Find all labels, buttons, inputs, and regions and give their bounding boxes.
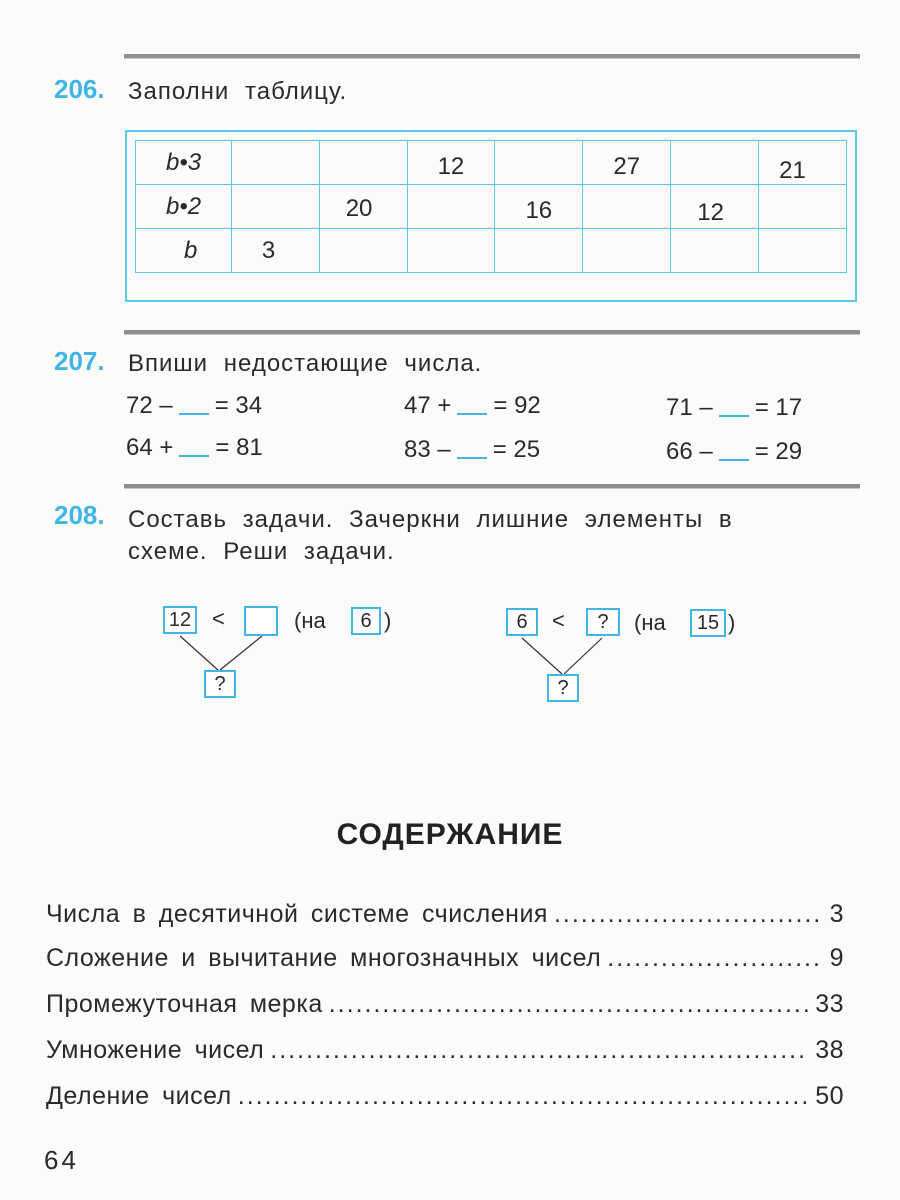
scheme-2-box-b[interactable]: ? [586, 608, 620, 636]
cell-value: 12 [697, 198, 724, 226]
scheme-2-sign: < [552, 608, 565, 633]
task-208-text-line2: схеме. Реши задачи. [128, 538, 395, 565]
task-206-text: Заполни таблицу. [128, 78, 348, 105]
scheme-2-box-diff: 15 [690, 609, 726, 637]
equation-left: 66 – [666, 438, 713, 465]
cell-value: 12 [437, 152, 465, 180]
scheme-2-result[interactable]: ? [547, 674, 579, 702]
equation-right: = 92 [493, 392, 541, 419]
toc-item[interactable] [46, 990, 844, 1019]
toc-leader-dots [607, 944, 823, 973]
scheme-1-box-a: 12 [163, 606, 197, 634]
toc-item-page: 9 [829, 944, 844, 972]
scheme-2-na: (на [634, 610, 666, 635]
scheme-1-box-diff: 6 [351, 607, 381, 635]
toc-leader-dots [554, 900, 824, 929]
contents-title: СОДЕРЖАНИЕ [336, 818, 564, 851]
toc-item[interactable] [46, 1036, 844, 1065]
toc-item-title: Промежуточная мерка [46, 990, 323, 1018]
page-number: 64 [44, 1145, 79, 1175]
scheme-2-close: ) [728, 610, 736, 635]
equation-right: = 25 [492, 436, 541, 463]
toc-item-page: 3 [829, 900, 844, 928]
toc-item[interactable] [46, 900, 844, 929]
toc-item-title: Деление чисел [46, 1082, 232, 1110]
row-label: b•2 [136, 185, 232, 229]
toc-item[interactable] [46, 944, 844, 973]
toc-item-title: Умножение чисел [46, 1036, 265, 1064]
equation-left: 83 – [404, 436, 451, 463]
toc-leader-dots [270, 1036, 809, 1065]
cell-value: 3 [261, 236, 276, 264]
toc-item-page: 33 [815, 990, 844, 1018]
toc-item-title: Сложение и вычитание многозначных чисел [46, 944, 602, 972]
equation-left: 47 + [404, 392, 452, 419]
equation-right: = 29 [754, 438, 803, 465]
scheme-1-box-b[interactable] [244, 606, 278, 636]
toc-item[interactable] [46, 1082, 844, 1111]
scheme-2-box-a: 6 [506, 608, 538, 636]
task-208-text-line1: Составь задачи. Зачеркни лишние элементы в [128, 506, 733, 533]
task-208-number: 208. [54, 500, 105, 530]
scheme-1-sign: < [212, 606, 225, 631]
scheme-1-result[interactable]: ? [204, 670, 236, 698]
task-206-number: 206. [54, 74, 105, 104]
scheme-1-close: ) [384, 608, 392, 633]
toc-item-page: 50 [815, 1082, 844, 1110]
cell-value: 27 [613, 152, 641, 180]
equation-right: = 17 [754, 394, 803, 421]
equation-left: 71 – [666, 394, 713, 421]
task-207-number: 207. [54, 346, 105, 376]
equation-right: = 81 [215, 434, 263, 461]
toc-item-title: Числа в десятичной системе счисления [46, 900, 548, 928]
equation-right: = 34 [214, 392, 263, 419]
cell-value: 20 [345, 194, 373, 222]
scheme-1-na: (на [294, 608, 326, 633]
equation-left: 72 – [126, 392, 173, 419]
cell-value: 16 [525, 196, 553, 224]
toc-item-page: 38 [815, 1036, 844, 1064]
equation-left: 64 + [126, 434, 174, 461]
row-label: b•3 [136, 141, 232, 185]
task-207-text: Впиши недостающие числа. [128, 350, 483, 377]
row-label: b [136, 229, 232, 273]
cell-value: 21 [779, 156, 806, 184]
toc-leader-dots [329, 990, 809, 1019]
toc-leader-dots [238, 1082, 809, 1111]
